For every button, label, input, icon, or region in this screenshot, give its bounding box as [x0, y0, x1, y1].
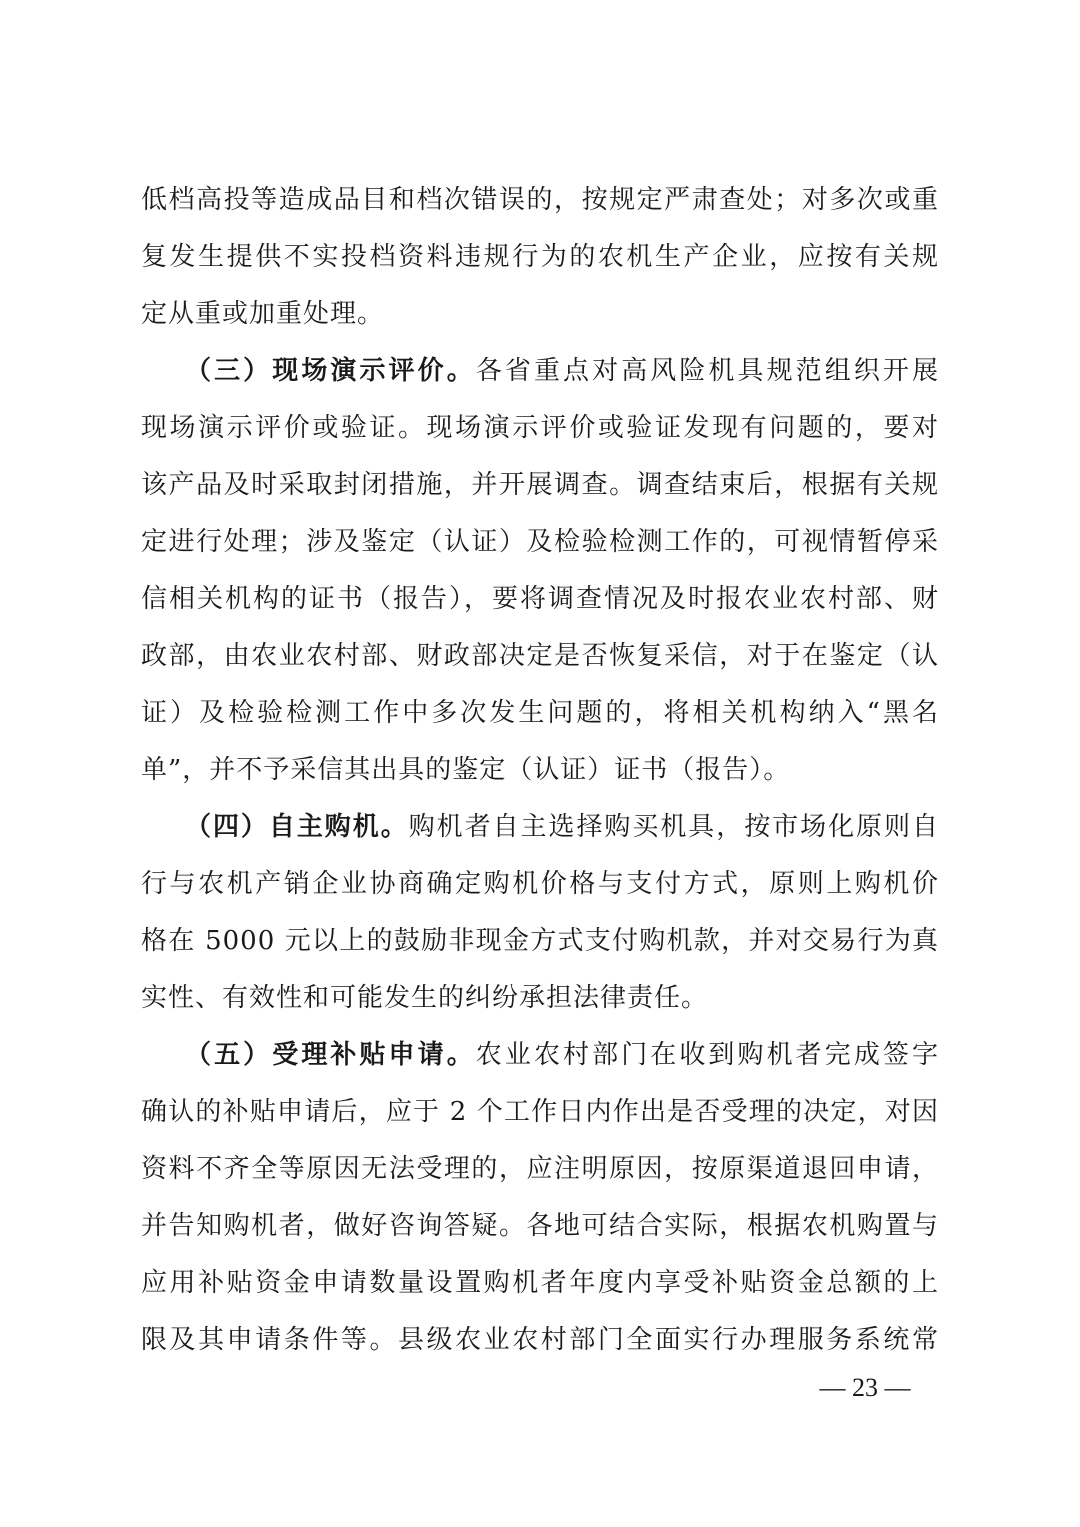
- text-line: 单”，并不予采信其出具的鉴定（认证）证书（报告）。: [141, 755, 791, 785]
- text-line: [141, 1027, 939, 1084]
- page-number: — 23 —: [819, 1373, 911, 1402]
- text-line: 信相关机构的证书（报告），要将调查情况及时报农业农村部、财: [141, 584, 939, 614]
- text-line: 行与农机产销企业协商确定购机价格与支付方式，原则上购机价: [141, 869, 939, 899]
- text-run: 购机者自主选择购买机具，按市场化原则自: [408, 812, 939, 842]
- text-line: 实性、有效性和可能发生的纠纷承担法律责任。: [141, 983, 709, 1013]
- text-line: 低档高投等造成品目和档次错误的，按规定严肃查处；对多次或重: [141, 185, 939, 215]
- text-line: 定进行处理；涉及鉴定（认证）及检验检测工作的，可视情暂停采: [141, 527, 939, 557]
- text-line: 应用补贴资金申请数量设置购机者年度内享受补贴资金总额的上: [141, 1268, 939, 1298]
- text-line: 限及其申请条件等。县级农业农村部门全面实行办理服务系统常: [141, 1325, 939, 1355]
- text-line: 该产品及时采取封闭措施，并开展调查。调查结束后，根据有关规: [141, 470, 939, 500]
- text-line: 资料不齐全等原因无法受理的，应注明原因，按原渠道退回申请，: [141, 1154, 939, 1184]
- section-heading-5: （五）受理补贴申请。: [185, 1040, 476, 1070]
- text-run: 农业农村部门在收到购机者完成签字: [475, 1040, 939, 1070]
- text-line: 格在 5000 元以上的鼓励非现金方式支付购机款，并对交易行为真: [141, 926, 939, 956]
- text-line: 确认的补贴申请后，应于 2 个工作日内作出是否受理的决定，对因: [141, 1097, 939, 1127]
- section-heading-3: （三）现场演示评价。: [185, 356, 476, 386]
- body-text: [141, 172, 939, 1369]
- text-line: [141, 343, 939, 400]
- text-line: 现场演示评价或验证。现场演示评价或验证发现有问题的，要对: [141, 413, 939, 443]
- text-line: 证）及检验检测工作中多次发生问题的，将相关机构纳入“黑名: [141, 698, 939, 728]
- text-line: 复发生提供不实投档资料违规行为的农机生产企业，应按有关规: [141, 242, 939, 272]
- text-line: 定从重或加重处理。: [141, 299, 385, 329]
- text-line: 政部，由农业农村部、财政部决定是否恢复采信，对于在鉴定（认: [141, 641, 939, 671]
- text-line: [141, 799, 939, 856]
- section-heading-4: （四）自主购机。: [185, 812, 409, 842]
- text-line: 并告知购机者，做好咨询答疑。各地可结合实际，根据农机购置与: [141, 1211, 939, 1241]
- text-run: 各省重点对高风险机具规范组织开展: [475, 356, 939, 386]
